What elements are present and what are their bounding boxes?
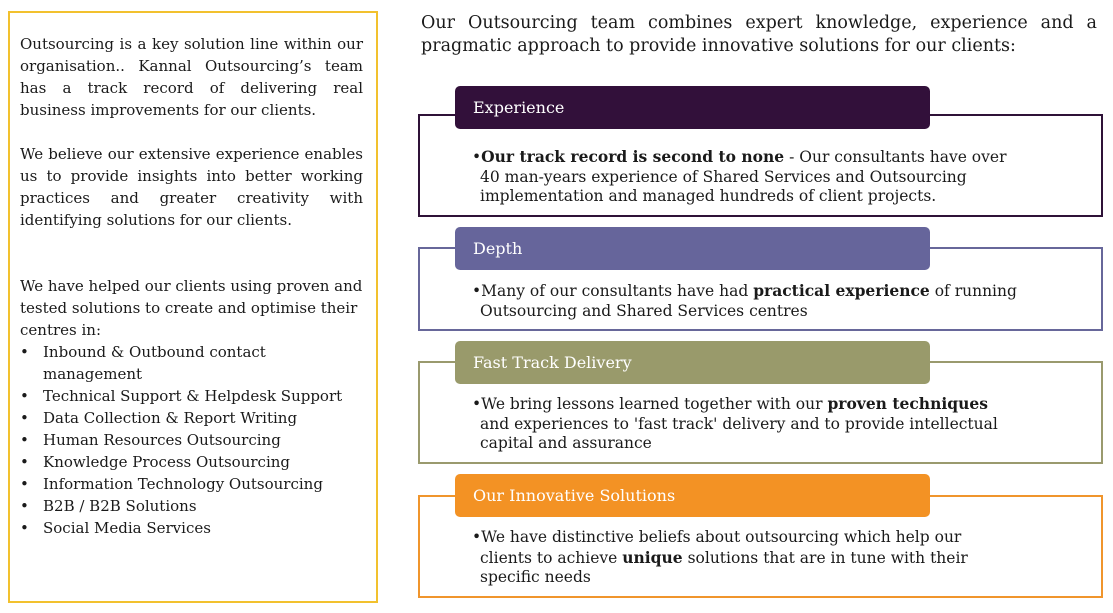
- service-label: Human Resources Outsourcing: [43, 431, 281, 449]
- intro-heading: Our Outsourcing team combines expert knowledge, experience and a pragmatic approach to provide innovative solutions for our clients:: [421, 13, 1097, 56]
- fast-track-text: We bring lessons learned together with our: [481, 395, 828, 413]
- bullet-icon: •: [20, 343, 29, 361]
- fast-track-card-header: Fast Track Delivery: [455, 341, 930, 384]
- innovative-text: specific needs: [480, 568, 591, 586]
- experience-card-body: [472, 147, 1052, 207]
- list-item: [20, 385, 363, 407]
- left-paragraph-clients: We have helped our clients using proven and tested solutions to create and optimise their centres in:: [20, 277, 363, 339]
- bullet-icon: •: [472, 395, 482, 413]
- bullet-icon: •: [20, 519, 29, 537]
- service-label: B2B / B2B Solutions: [43, 497, 197, 515]
- list-item: [20, 495, 363, 517]
- service-label: Data Collection & Report Writing: [43, 409, 298, 427]
- list-item: [20, 407, 363, 429]
- bullet-icon: •: [20, 497, 29, 515]
- left-info-panel: [8, 11, 378, 603]
- spacer: [20, 121, 363, 143]
- experience-text: 40 man-years experience of Shared Services and Outsourcing: [480, 167, 967, 186]
- fast-track-text: and experiences to 'fast track' delivery and to provide intellectual: [480, 414, 998, 433]
- innovative-text: solutions that are in tune with their: [682, 548, 968, 567]
- fast-track-card-body: [472, 394, 1052, 454]
- service-label: Technical Support & Helpdesk Support: [43, 387, 343, 405]
- depth-text: Outsourcing and Shared Services centres: [480, 301, 808, 320]
- left-paragraph-experience: We believe our extensive experience enables us to provide insights into better working practices and greater creativity with identifying solutions for our clients.: [20, 145, 363, 229]
- bullet-icon: •: [20, 431, 29, 449]
- list-item: [20, 451, 363, 473]
- bullet-icon: •: [20, 475, 29, 493]
- service-label: Inbound & Outbound contact management: [43, 343, 266, 383]
- depth-highlight: practical experience: [753, 281, 930, 300]
- experience-text: implementation and managed hundreds of client projects.: [480, 187, 937, 205]
- left-paragraph-intro: Outsourcing is a key solution line within our organisation.. Kannal Outsourcing’s team has a track record of delivering real business improvements for our clients.: [20, 35, 363, 119]
- service-label: Social Media Services: [43, 519, 211, 537]
- depth-card-body: [472, 281, 1052, 321]
- service-label: Information Technology Outsourcing: [43, 475, 323, 493]
- innovative-text: clients to achieve: [480, 548, 623, 567]
- bullet-icon: •: [20, 409, 29, 427]
- fast-track-text: capital and assurance: [480, 434, 652, 452]
- innovative-solutions-card-body: [472, 528, 1052, 588]
- fast-track-highlight: proven techniques: [827, 394, 988, 413]
- bullet-icon: •: [472, 282, 482, 300]
- services-list: [20, 341, 363, 539]
- list-item: [20, 429, 363, 451]
- bullet-icon: •: [20, 387, 29, 405]
- experience-card-header: Experience: [455, 86, 930, 129]
- experience-highlight: Our track record is second to none: [481, 147, 785, 166]
- service-label: Knowledge Process Outsourcing: [43, 453, 291, 471]
- list-item: [20, 517, 363, 539]
- innovative-highlight: unique: [622, 547, 683, 567]
- depth-text: of running: [929, 282, 1017, 300]
- depth-text: Many of our consultants have had: [481, 282, 754, 300]
- bullet-icon: •: [20, 453, 29, 471]
- innovative-text: We have distinctive beliefs about outsourcing which help our: [481, 528, 962, 546]
- depth-card-header: Depth: [455, 227, 930, 270]
- innovative-solutions-card-header: Our Innovative Solutions: [455, 474, 930, 517]
- list-item: [20, 341, 363, 385]
- experience-text: - Our consultants have over: [784, 148, 1007, 166]
- spacer: [20, 231, 363, 275]
- bullet-icon: •: [472, 528, 482, 546]
- bullet-icon: •: [472, 148, 482, 166]
- list-item: [20, 473, 363, 495]
